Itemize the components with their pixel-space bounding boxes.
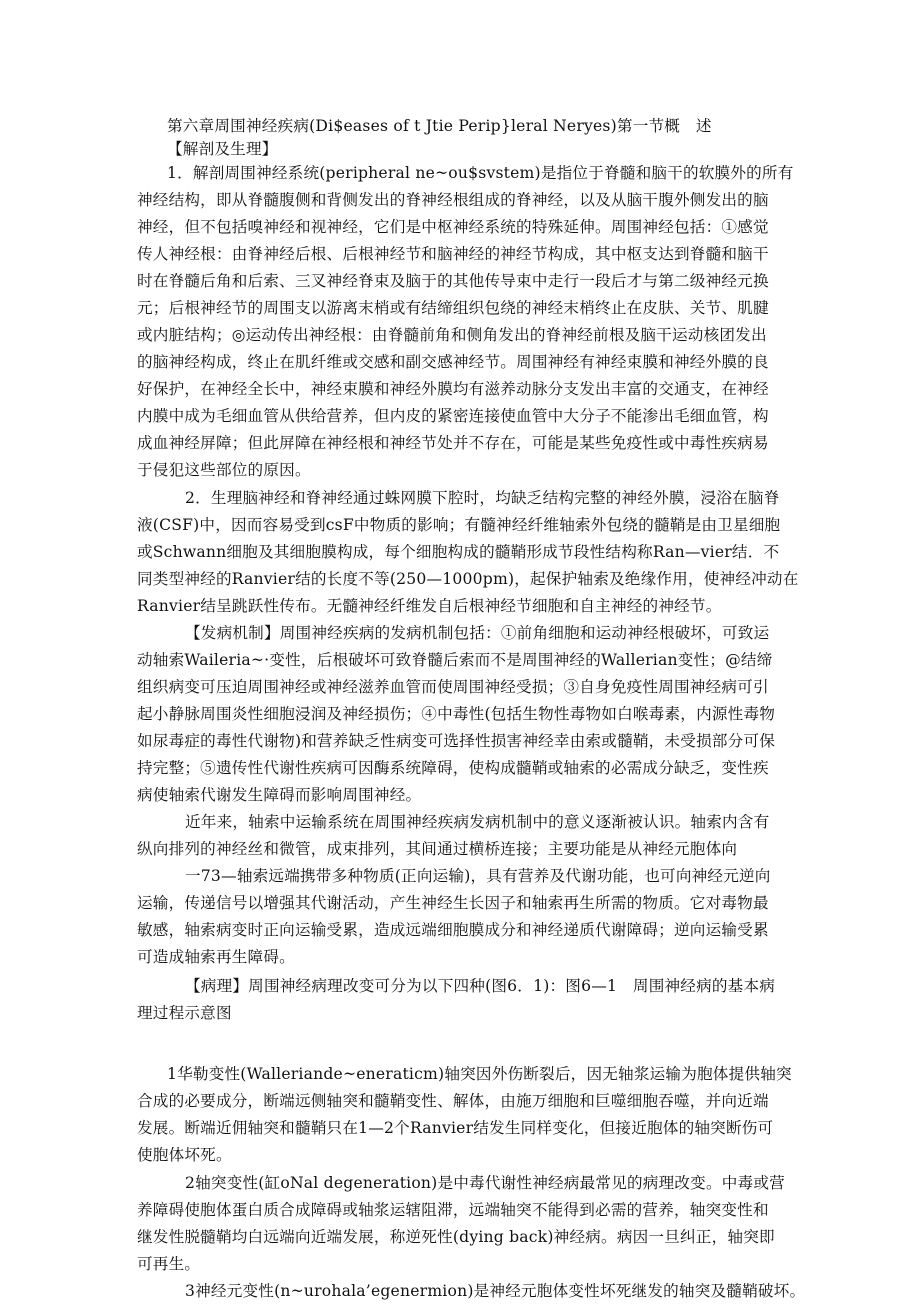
text-line: 好保护，在神经全长中，神经束膜和神经外膜均有滋养动脉分支发出丰富的交通支，在神经 [137,380,769,398]
text-line: 2．生理脑神经和脊神经通过蛛网膜下腔时，均缺乏结构完整的神经外膜，浸浴在脑脊 [185,489,780,507]
text-line: 或内脏结构；◎运动传出神经根：由脊髓前角和侧角发出的脊神经前根及脑干运动核团发出 [137,326,767,344]
text-line: 持完整；⑤遗传性代谢性疾病可因酶系统障碍，使构成髓鞘或轴索的必需成分缺乏，变性疾 [137,759,769,777]
text-line: 病使轴索代谢发生障碍而影响周围神经。 [137,786,422,804]
text-line: 液(CSF)中，因而容易受到csF中物质的影响；有髓神经纤维轴索外包绕的髓鞘是由卫星细胞 [137,516,781,534]
text-line: 合成的必要成分，断端远侧轴突和髓鞘变性、解体，由施万细胞和巨噬细胞吞噬，并向近端 [137,1092,769,1110]
text-line: 神经，但不包括嗅神经和视神经，它们是中枢神经系统的特殊延伸。周围神经包括：①感觉 [137,218,769,236]
text-line: 3神经元变性(n~urohala’egenermion)是神经元胞体变性坏死继发的轴突及髓鞘破坏。 [185,1282,806,1300]
text-line: 的脑神经构成，终止在肌纤维或交感和副交感神经节。周围神经有神经束膜和神经外膜的良 [137,353,769,371]
text-line: 使胞体坏死。 [137,1146,232,1164]
text-line: 养障碍使胞体蛋白质合成障碍或轴浆运辖阻滞，远端轴突不能得到必需的营养，轴突变性和 [137,1201,769,1219]
text-line: 可造成轴索再生障碍。 [137,948,295,966]
text-line: 内膜中成为毛细血管从供给营养，但内皮的紧密连接使血管中大分子不能渗出毛细血管，构 [137,407,769,425]
text-line: 【发病机制】周围神经疾病的发病机制包括：①前角细胞和运动神经根破坏，可致运 [185,624,770,642]
text-line: 纵向排列的神经丝和微管，成束排列，其间通过横桥连接；主要功能是从神经元胞体向 [137,840,738,858]
text-line: 可再生。 [137,1255,201,1273]
text-line: 起小静脉周围炎性细胞浸润及神经损伤；④中毒性(包括生物性毒物如白喉毒素，内源性毒物 [137,705,776,723]
text-line: 成血神经屏障；但此屏障在神经根和神经节处并不存在，可能是某些免疫性或中毒性疾病易 [137,434,769,452]
text-line: Ranvier结呈跳跃性传布。无髓神经纤维发自后根神经节细胞和自主神经的神经节。 [137,597,722,615]
text-line: 神经结构，即从脊髓腹侧和背侧发出的脊神经根组成的脊神经，以及从脑干腹外侧发出的脑 [137,191,769,209]
text-line: 或Schwann细胞及其细胞膜构成，每个细胞构成的髓鞘形成节段性结构称Ran—vier结．不 [137,543,780,561]
text-line: 于侵犯这些部位的原因。 [137,461,311,479]
text-line: 传人神经根：由脊神经后根、后根神经节和脑神经的神经节构成，其中枢支达到脊髓和脑干 [137,245,769,263]
text-line: 敏感，轴索病变时正向运输受累，造成远端细胞膜成分和神经递质代谢障碍；逆向运输受累 [137,921,769,939]
text-line: 时在脊髓后角和后索、三叉神经脊束及脑于的其他传导束中走行一段后才与第二级神经元换 [137,272,769,290]
text-line: 继发性脱髓鞘均白远端向近端发展，称逆死性(dying back)神经病。病因一旦纠正，轴突即 [137,1228,775,1246]
text-line: 1华勒变性(Walleriande~eneraticm)轴突因外伤断裂后，因无轴浆运输为胞体提供轴突 [167,1065,792,1083]
section-heading-anatomy: 【解剖及生理】 [167,140,278,158]
chapter-title: 第六章周围神经疾病(Di$eases of t Jtie Perip}leral Neryes)第一节概 述 [167,117,712,135]
text-line: 动轴索Waileria~·变性，后根破坏可致脊髓后索而不是周围神经的Wallerian变性；@结缔 [137,651,773,669]
text-line: 元；后根神经节的周围支以游离末梢或有结缔组织包绕的神经末梢终止在皮肤、关节、肌腱 [137,299,769,317]
text-line: 组织病变可压迫周围神经或神经滋养血管而使周围神经受损；③自身免疫性周围神经病可引 [137,678,769,696]
text-line: 1．解剖周围神经系统(peripheral ne~ou$svstem)是指位于脊髓和脑干的软膜外的所有 [167,164,794,182]
text-line: 理过程示意图 [137,1004,232,1022]
text-line: 运输，传递信号以增强其代谢活动，产生神经生长因子和轴索再生所需的物质。它对毒物最 [137,894,769,912]
text-line: 发展。断端近佣轴突和髓鞘只在1—2个Ranvier结发生同样变化，但接近胞体的轴突断伤可 [137,1119,774,1137]
text-line: 一73—轴索远端携带多种物质(正向运输)，具有营养及代谢功能，也可向神经元逆向 [185,867,771,885]
text-line: 近年来，轴索中运输系统在周围神经疾病发病机制中的意义逐渐被认识。轴索内含有 [185,813,770,831]
text-line: 【病理】周围神经病理改变可分为以下四种(图6．1)：图6—1 周围神经病的基本病 [185,977,776,995]
text-line: 如尿毒症的毒性代谢物)和营养缺乏性病变可选择性损害神经幸由索或髓鞘，未受损部分可保 [137,732,776,750]
text-line: 同类型神经的Ranvier结的长度不等(250—1000pm)，起保护轴索及绝缘作用，使神经冲动在 [137,570,799,588]
text-line: 2轴突变性(缸oNal degeneration)是中毒代谢性神经病最常见的病理改变。中毒或营 [185,1174,785,1192]
